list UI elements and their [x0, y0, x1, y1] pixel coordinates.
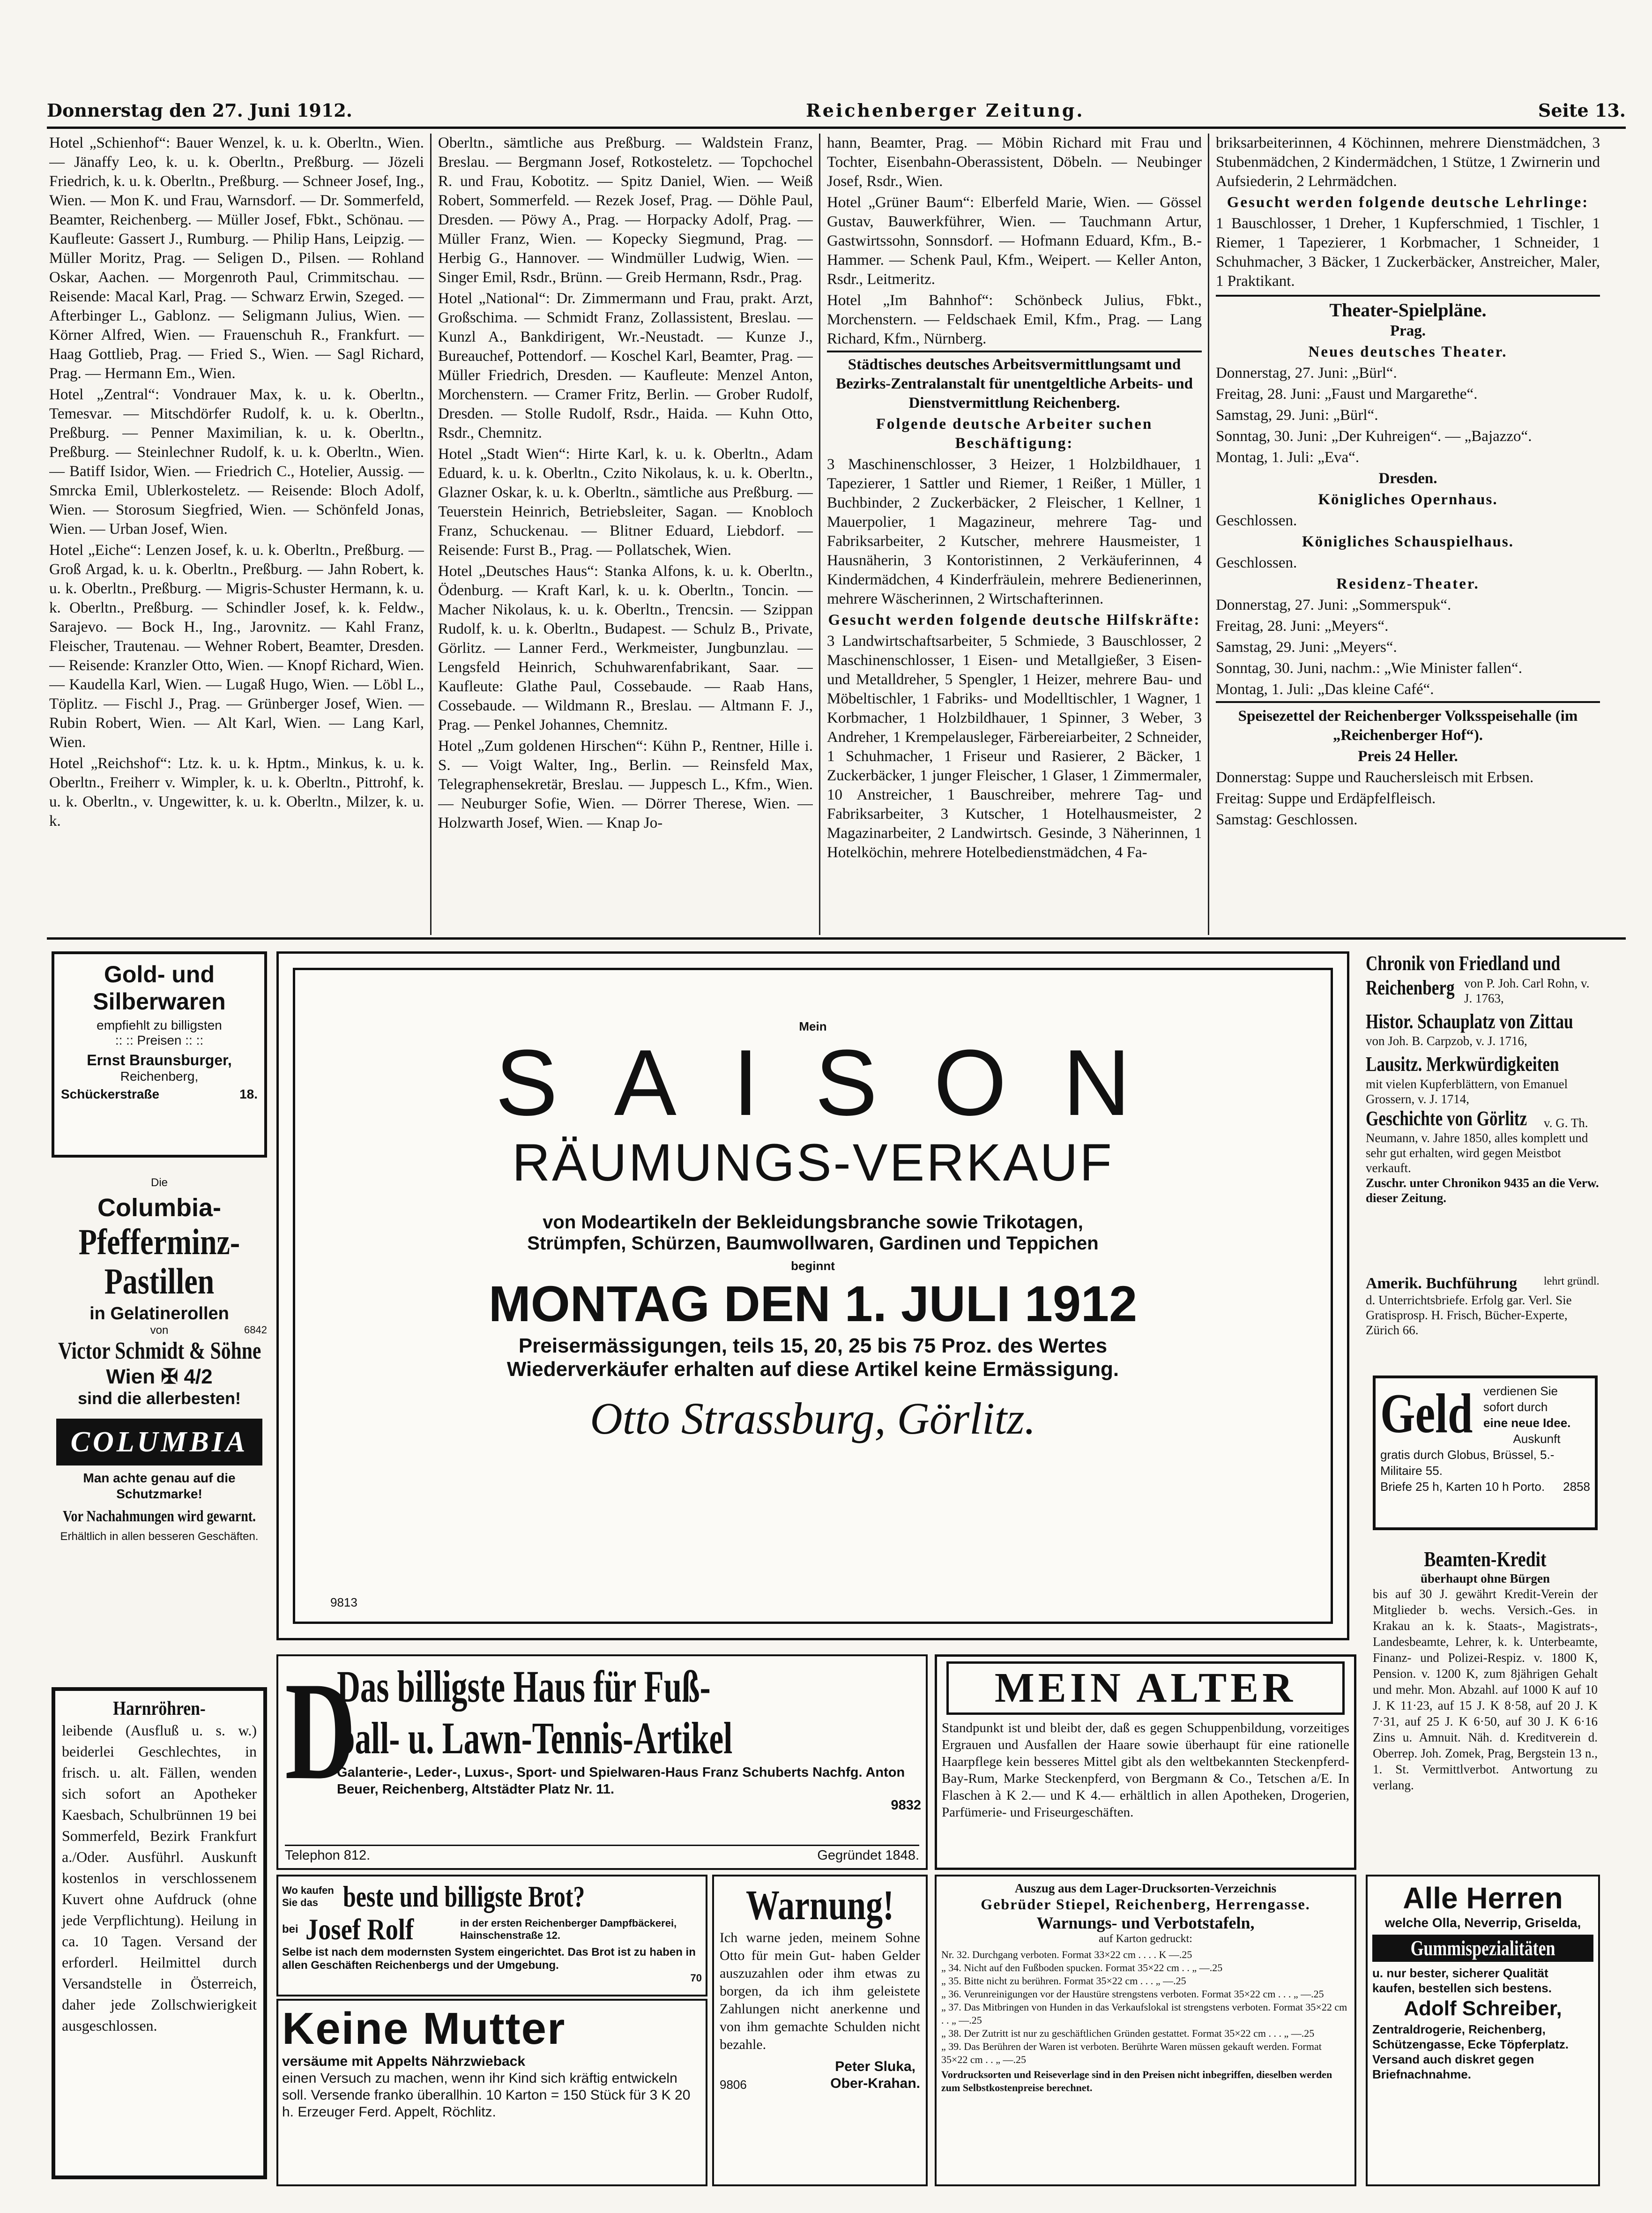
speise-entry: Freitag: Suppe und Erdäpfelfleisch. [1216, 790, 1436, 807]
ad-columbia-ort [52, 1365, 267, 1389]
ad-beamten-title: Beamten-Kredit [1424, 1547, 1547, 1571]
ad-chronik-title5: Geschichte von Görlitz [1366, 1107, 1527, 1130]
ad-stiepel-row: „ 36. Verunreinigungen vor der Haustüre strengstens verboten. Format 35×22 cm . . . „ —.25 [941, 1988, 1324, 2000]
ad-gold-text: :: :: Preisen :: :: [115, 1033, 204, 1047]
ad-amerik-row [1366, 1275, 1600, 1293]
theater-entry: Sonntag, 30. Juni: „Der Kuhreigen“. — „Bajazzo“. [1216, 428, 1532, 445]
ad-geld-text: Auskunft [1513, 1432, 1561, 1446]
hilfskraefte-list: 3 Landwirtschaftsarbeiter, 5 Schmiede, 3 Bauschlosser, 2 Maschinenschlosser, 1 Eisen- und Metallgießer, 3 Eisen- und Metalldreher, 5 Spengler, 1 Heizer, mehrere Bau- und Möbeltischler, 1 Fabriks- und Modelltischler, 1 Wagner, 1 Korbmacher, 1 Holzbildhauer, 1 Spinner, 3 Weber, 3 Andreher, 1 Krempelausleger, Färbereiarbeiter, 2 Schneider, 1 Schuhmacher, 1 Friseur und Rasierer, 2 Bäcker, 1 Zuckerbäcker, 1 junger Fleischer, 1 Glaser, 1 Zimmermaler, 10 Anstreicher, 1 Bauschreiber, mehrere Tag- und Fabriksarbeiter, 3 Kutscher, 1 Hotelhausmeister, 2 Magazinarbeiter, 2 Landwirtsch. Gesinde, 3 Näherinnen, 1 Hotelköchin, mehrere Hotelbedienstmädchen, 4 Fa- [827, 633, 1202, 861]
ad-amerik-buchfuehrung [1366, 1275, 1600, 1373]
hotel-goldener-hirsch: Hotel „Zum goldenen Hirschen“: Kühn P., Rentner, Hille i. S. — Voigt Walter, Ing., Berlin. — Reinsfeld Max, Telegraphensekretär, Breslau. — Juppesch L., Kfm., Wien. — Neuburger Sofie, Wien. — Dörrer Therese, Wien. — Holzwarth Josef, Wien. — Knap Jo- [438, 738, 813, 831]
ad-gold-silberwaren [52, 951, 267, 1158]
theater-entry: Donnerstag, 27. Juni: „Bürl“. [1216, 365, 1397, 381]
ad-fuss-initial: D [285, 1654, 356, 1809]
ad-saison-number: 9813 [330, 1595, 357, 1609]
ad-brot-name: Josef Rolf [305, 1913, 414, 1946]
ad-columbia-schutzmarke: Man achte genau auf die Schutzmarke! [83, 1471, 236, 1501]
hotel-national: Hotel „National“: Dr. Zimmermann und Frau, prakt. Arzt, Großschima. — Schmidt Franz, Zollassistent, Breslau. — Kunzl A., Bankdirigent, Wr.-Neustadt. — Kunze J., Bureauchef, Pottendorf. — Koschel Karl, Beamter, Prag. — Müller Friedrich, Dresden. — Kaufleute: Menzel Anton, Morchenstern. — Cramer Fritz, Berlin. — Grober Rudolf, Dresden. — Stolle Rudolf, Rsdr., Haida. — Kuhn Otto, Rsdr., Chemnitz. [438, 290, 813, 441]
ad-geld-right [1483, 1383, 1590, 1447]
ad-stiepel-heading: Auszug aus dem Lager-Drucksorten-Verzeichnis [1014, 1881, 1277, 1895]
theater-entry: Montag, 1. Juli: „Eva“. [1216, 449, 1360, 466]
speise-entry: Donnerstag: Suppe und Rauchersleisch mit Erbsen. [1216, 769, 1534, 786]
trademark-logo-text: COLUMBIA [70, 1426, 248, 1458]
theater-entry: Freitag, 28. Juni: „Meyers“. [1216, 618, 1389, 635]
ad-chronik-author: von P. Joh. Carl Rohn, v. J. 1763, [1464, 976, 1590, 1005]
ad-columbia-title: Columbia- [97, 1194, 221, 1222]
speisezettel-heading: Speisezettel der Reichenberger Volksspeisehalle (im „Reichenberger Hof“). [1216, 701, 1600, 745]
ad-harn-body: leibende (Ausfluß u. s. w.) beiderlei Geschlechtes, in frisch. u. alt. Fällen, wenden sich sofort an Apotheker Kaesbach, Schulbrünnen 19 bei Sommerfeld, Bezirk Frankfurt a./Oder. Ausführl. Auskunft kostenlos in verschlossenem Kuvert ohne Aufdruck (ohne jede Verpflichtung). Heilung in ca. 10 Tagen. Versand der erforderl. Heilmittel durch Versandstelle in Österreich, daher jede Zollschwierigkeit ausgeschlossen. [62, 1722, 257, 2034]
ad-chronik-row [1366, 976, 1600, 1006]
ad-saison-subheadline: RÄUMUNGS-VERKAUF [512, 1133, 1114, 1192]
ad-saison-beginnt: beginnt [791, 1259, 835, 1273]
list-continued: Oberltn., sämtliche aus Preßburg. — Waldstein Franz, Breslau. — Bergmann Josef, Rotkosteletz. — Topchochel R. und Frau, Kobotitz. — Spitz Daniel, Wien. — Weiß Robert, Sommerfeld. — Rezek Josef, Prag. — Döhle Paul, Dresden. — Pöwy A., Prag. — Horpacky Adolf, Prag. — Müller Franz, Wien. — Kopecky Siegmund, Prag. — Herbig G., Hannover. — Windmüller Ludwig, Wien. — Singer Emil, Rsdr., Brünn. — Greib Hermann, Rsdr., Prag. [438, 135, 813, 286]
ad-fuss-footer [285, 1845, 919, 1863]
ad-brot [276, 1875, 707, 1996]
ad-stiepel-row: „ 34. Nicht auf den Fußboden spucken. Format 35×22 cm . . „ —.25 [941, 1962, 1223, 1974]
ad-alter-body: Standpunkt ist und bleibt der, daß es gegen Schuppenbildung, vorzeitiges Ergrauen und Ausfallen der Haare sowie überhaupt für eine rationelle Haarpflege kein besseres Mittel gibt als den weltbekannten Steckenpferd-Bay-Rum, Marke Steckenpferd, von Bergmann & Co., Tetschen a/E. In Flaschen à K 2.— und K 4.— erhältlich in allen Apotheken, Drogerien, Parfümerie- und Friseurgeschäften. [942, 1720, 1349, 1820]
ad-keine-title: Keine Mutter [282, 2004, 566, 2054]
ad-herren-band-text: Gummispezialitäten [1410, 1936, 1555, 1960]
ad-brot-text: Wo kaufen Sie das [282, 1884, 334, 1908]
ad-gold-title: Gold- und [104, 961, 215, 987]
ad-warnung-ort: Ober-Krahan. [830, 2076, 920, 2091]
ad-columbia-wien: Wien [106, 1365, 156, 1388]
ad-chronik-author: von Joh. B. Carpzob, v. J. 1716, [1366, 1034, 1527, 1048]
header-masthead: Reichenberger Zeitung. [806, 99, 1085, 121]
ad-columbia [52, 1176, 267, 1668]
ad-chronik-title4: Lausitz. Merkwürdigkeiten [1366, 1053, 1559, 1076]
ad-stiepel-row: „ 39. Das Berühren der Waren ist verboten. Berührte Waren müssen gekauft werden. Format 35×22 cm . . „ —.25 [941, 2041, 1322, 2065]
hotel-schienhof: Hotel „Schienhof“: Bauer Wenzel, k. u. k. Oberltn., Wien. — Jänaffy Leo, k. u. k. Oberltn., Preßburg. — Jözeli Friedrich, k. u. k. Oberltn., Preßburg. — Schneer Josef, Ing., Wien. — Mon K. und Frau, Warnsdorf. — Dr. Sommerfeld, Beamter, Reichenberg. — Müller Josef, Fbkt., Schönau. — Kaufleute: Gassert J., Rumburg. — Philip Hans, Leipzig. — Müller Moritz, Prag. — Seligen D., Pilsen. — Rohland Oskar, Aachen. — Morgenroth Paul, Crimmitschau. — Reisende: Macal Karl, Prag. — Schwarz Erwin, Szeged. — Afterbinger L., Gablonz. — Seligmann Julius, Wien. — Körner Alfred, Wien. — Frauenschuh R., Frankfurt. — Haag Gottlieb, Prag. — Fried S., Wien. — Sagl Richard, Prag. — Hermann Em., Wien. [49, 135, 424, 382]
ad-chronik [1366, 951, 1600, 1275]
section-rule [47, 937, 1626, 940]
ad-keine-mutter [276, 1999, 707, 2186]
list-continued: hann, Beamter, Prag. — Möbin Richard mit Frau und Tochter, Eisenbahn-Oberassistent, Döbeln. — Neubinger Josef, Rsdr., Wien. [827, 135, 1202, 190]
column-1 [49, 134, 424, 930]
theater-dresden: Dresden. [1378, 470, 1437, 487]
ad-fuss-title: Das billigste Haus für Fuß- [337, 1661, 711, 1712]
ad-columbia-pastillen: Pastillen [104, 1261, 215, 1301]
ad-harn-title: Harnröhren- [113, 1698, 206, 1720]
theater-entry: Freitag, 28. Juni: „Faust und Margarethe“. [1216, 386, 1478, 403]
ad-geld-text: verdienen Sie sofort durch [1483, 1384, 1558, 1414]
ad-brot-row [282, 1880, 702, 1913]
theater-residenz: Residenz-Theater. [1336, 576, 1480, 592]
ad-herren-band [1372, 1935, 1593, 1962]
page-header [47, 94, 1626, 129]
ad-stiepel-note: Vordrucksorten und Reiseverlage sind in den Preisen nicht inbegriffen, dieselben werden zum Selbstkostenpreise berechnet. [941, 2069, 1332, 2093]
ad-columbia-firma: Victor Schmidt & Söhne [58, 1338, 261, 1364]
hotel-gruener-baum: Hotel „Grüner Baum“: Elberfeld Marie, Wien. — Gössel Gustav, Bauwerkführer, Wien. — Tauchmann Artur, Gastwirtssohn, Sonnsdorf. — Hofmann Eduard, Kfm., B.-Hammer. — Schenk Paul, Kfm., Weipert. — Keller Anton, Rsdr., Leitmeritz. [827, 194, 1202, 288]
ad-brot-text: Selbe ist nach dem modernsten System eingerichtet. Das Brot ist zu haben in allen Geschäften Reichenbergs und der Umgebung. [282, 1946, 696, 1972]
ad-alle-herren [1366, 1875, 1600, 2186]
ad-mein-alter [935, 1654, 1356, 1870]
ad-alter-title: MEIN ALTER [994, 1665, 1297, 1711]
column-rule [430, 134, 432, 935]
ad-stiepel-firm: Gebrüder Stiepel, Reichenberg, Herrengasse. [981, 1896, 1310, 1913]
ad-columbia-von [52, 1324, 267, 1337]
ad-saison-raeumungsverkauf [276, 951, 1349, 1640]
theater-neues: Neues deutsches Theater. [1308, 344, 1508, 360]
column-4 [1216, 134, 1600, 930]
ad-gold-city: Reichenberg, [120, 1069, 199, 1084]
ad-herren-versand: Versand auch diskret gegen Briefnachnahme. [1372, 2052, 1534, 2081]
ad-beamten-body: bis auf 30 J. gewährt Kredit-Verein der Mitglieder b. wechs. Versich.-Ges. in Krakau an k. k. Staats-, Magistrats-, Landesbeamte, Lehrer, k. k. Unterbeamte, Finanz- und Polizei-Respiz. v. 1800 K, Pension. v. 1200 K, zum 8jährigen Gehalt und mehr. Mon. Abzahl. auf 1000 K auf 10 J. K 11·23, auf 15 J. K 8·58, auf 20 J. K 7·31, auf 25 J. K 6·50, auf 30 J. K 6·16 Zins u. Amnuit. Näh. d. Kreditverein d. Oberrep. Joh. Zomek, Prag, Bergstein 13 n., 1. St. Vermittlverbot. Antwortung zu verlang. [1373, 1587, 1598, 1792]
ad-geld-porto [1380, 1479, 1590, 1495]
ad-herren-text: welche Olla, Neverrip, Griselda, [1384, 1915, 1581, 1930]
ad-saison-mein: Mein [799, 1019, 827, 1033]
ad-brot-text: bei [282, 1923, 298, 1936]
ad-geld-number: 2858 [1563, 1480, 1590, 1494]
ad-keine-body: einen Versuch zu machen, wenn ihr Kind sich kräftig entwickeln soll. Versende franko überallhin. 10 Karton = 150 Stück für 3 K 20 h. Erzeuger Ferd. Appelt, Röchlitz. [282, 2071, 691, 2120]
ad-stiepel-sub: auf Karton gedruckt: [1099, 1933, 1192, 1945]
ad-geld-text: Briefe 25 h, Karten 10 h Porto. [1380, 1480, 1545, 1494]
ad-fuss-title2: ball- u. Lawn-Tennis-Artikel [337, 1713, 733, 1763]
ad-geld-row [1380, 1383, 1590, 1447]
hotel-reichshof: Hotel „Reichshof“: Ltz. k. u. k. Hptm., Minkus, k. u. k. Oberltn., Freiherr v. Wimpler, k. u. k. Oberltn., Pittrohf, k. u. k. Oberltn., v. Ungewitter, k. u. k. Oberltn., Milzer, k. u. k. [49, 755, 424, 830]
hotel-zentral: Hotel „Zentral“: Vondrauer Max, k. u. k. Oberltn., Temesvar. — Mitschdörfer Rudolf, k. u. k. Oberltn., Preßburg. — Penner Maximilian, k. u. k. Oberltn., Preßburg. — Steinlechner Rudolf, k. u. k. Oberltn., Wien. — Batiff Isidor, Wien. — Friedrich C., Hotelier, Aussig. — Smrcka Emil, Ublerkosteletz. — Reisende: Bloch Adolf, Wien. — Storosum Siegfried, Wien. — Schönfeld Jonas, Wien. — Urban Josef, Wien. [49, 386, 424, 538]
ad-stiepel-row: „ 37. Das Mitbringen von Hunden in das Verkaufslokal ist strengstens verboten. Format 35×22 cm . . „ —.25 [941, 2001, 1347, 2026]
ad-columbia-rollen: in Gelatinerollen [89, 1304, 229, 1323]
ad-gold-text: empfiehlt zu billigsten [97, 1018, 222, 1032]
ad-stiepel-title: Warnungs- und Verbotstafeln, [1036, 1914, 1255, 1932]
ad-brot-number: 70 [690, 1972, 702, 1984]
ad-columbia-erhaeltlich: Erhältlich in allen besseren Geschäften. [60, 1530, 259, 1543]
theater-entry: Sonntag, 30. Juni, nachm.: „Wie Minister fallen“. [1216, 660, 1522, 677]
ad-fussball-tennis [276, 1654, 928, 1870]
ad-chronik-text: Neumann, v. Jahre 1850, alles komplett und sehr gut erhalten, wird gegen Meistbot verkauft. [1366, 1131, 1588, 1175]
theater-entry: Donnerstag, 27. Juni: „Sommerspuk“. [1216, 597, 1451, 613]
trademark-logo [56, 1419, 262, 1465]
ad-fuss-telephone: Telephon 812. [285, 1848, 371, 1863]
theater-entry: Geschlossen. [1216, 512, 1297, 529]
ad-stiepel-row: „ 38. Der Zutritt ist nur zu geschäftlichen Gründen gestattet. Format 35×22 cm . . . „ —.25 [941, 2027, 1315, 2039]
ad-saison-text: Strümpfen, Schürzen, Baumwollwaren, Gardinen und Teppichen [527, 1233, 1099, 1254]
theater-entry: Montag, 1. Juli: „Das kleine Café“. [1216, 681, 1434, 698]
ad-gold-name: Ernst Braunsburger, [87, 1052, 232, 1069]
ad-fuss-number: 9832 [891, 1798, 921, 1813]
ad-keine-sub: versäume mit Appelts Nährzwieback [282, 2054, 526, 2069]
column-3 [827, 134, 1202, 930]
ad-saison-headline: SAISON [495, 1031, 1187, 1135]
ad-amerik-lehrt: lehrt gründl. [1544, 1275, 1600, 1287]
speise-entry: Samstag: Geschlossen. [1216, 811, 1358, 828]
ad-fuss-text: Galanterie-, Leder-, Luxus-, Sport- und Spielwaren-Haus Franz Schuberts Nachfg. Anton Beuer, Reichenberg, Altstädter Platz Nr. 11. [337, 1765, 905, 1797]
ad-stiepel-row: „ 35. Bitte nicht zu berühren. Format 35×22 cm . . . „ —.25 [941, 1975, 1186, 1987]
ad-columbia-number: 6842 [244, 1324, 267, 1336]
ad-columbia-von-text: von [150, 1324, 169, 1337]
header-page-number: Seite 13. [1538, 99, 1626, 121]
ad-brot-headline: beste und billigste Brot? [343, 1880, 585, 1913]
ad-herren-name: Adolf Schreiber, [1404, 1997, 1562, 2020]
hotel-stadt-wien: Hotel „Stadt Wien“: Hirte Karl, k. u. k. Oberltn., Adam Eduard, k. u. k. Oberltn., Czito Nikolaus, k. u. k. Oberltn., Glazner Oskar, k. u. k. Oberltn., sämtliche aus Preßburg. — Teuerstein Heinrich, Betriebsleiter, Sagan. — Knobloch Franz, Schuckenau. — Blitner Eduard, Liebdorf. — Reisende: Furst B., Prag. — Pollatschek, Wien. [438, 446, 813, 559]
lehrlinge-heading: Gesucht werden folgende deutsche Lehrlinge: [1227, 194, 1589, 211]
ad-gold-street: Schückerstraße [61, 1087, 160, 1101]
ad-warnung-number: 9806 [720, 2078, 747, 2092]
ad-chronik-row [1366, 1106, 1600, 1130]
hotel-eiche: Hotel „Eiche“: Lenzen Josef, k. u. k. Oberltn., Preßburg. — Groß Argad, k. u. k. Oberltn., Preßburg. — Jahn Robert, k. u. k. Oberltn., Preßburg. — Migris-Schuster Hermann, k. u. k. Oberltn., Preßburg. — Schindler Josef, k. k. Feldw., Sarajevo. — Bock H., Ing., Jarovnitz. — Kahl Franz, Fleischer, Trautenau. — Wehner Robert, Beamter, Dresden. — Reisende: Kranzler Otto, Wien. — Knopf Richard, Wien. — Kaudella Karl, Wien. — Lugaß Hugo, Wien. — Löbl L., Töplitz. — Fischl J., Prag. — Grünberger Josef, Wien. — Rubin Robert, Wien. — Alt Karl, Wien. — Lang Karl, Wien. [49, 542, 424, 751]
ad-herren-text: u. nur bester, sicherer Qualität kaufen, bestellen sich bestens. [1372, 1966, 1552, 1995]
header-date: Donnerstag den 27. Juni 1912. [47, 99, 352, 121]
speisezettel-preis: Preis 24 Heller. [1358, 748, 1458, 765]
ad-saison-firma: Otto Strassburg, Görlitz. [590, 1393, 1036, 1443]
ad-chronik-title3: Histor. Schauplatz von Zittau [1366, 1010, 1573, 1033]
ad-herren-title: Alle Herren [1403, 1881, 1563, 1915]
ad-geld-text: gratis durch Globus, Brüssel, 5.-Militaire 55. [1380, 1448, 1555, 1478]
theater-heading: Theater-Spielpläne. [1216, 295, 1600, 320]
lehrlinge-list: 1 Bauschlosser, 1 Dreher, 1 Kupferschmied, 1 Tischler, 1 Riemer, 1 Tapezierer, 1 Korbmacher, 1 Schneider, 1 Schuhmacher, 3 Bäcker, 1 Zuckerbäcker, Anstreicher, Maler, 1 Praktikant. [1216, 215, 1600, 290]
ad-stiepel-row: Nr. 32. Durchgang verboten. Format 33×22 cm . . . . K —.25 [941, 1949, 1192, 1960]
hotel-im-bahnhof: Hotel „Im Bahnhof“: Schönbeck Julius, Fbkt., Morchenstern. — Feldschaek Emil, Kfm., Prag. — Lang Richard, Kfm., Nürnberg. [827, 292, 1202, 347]
ad-saison-text: von Modeartikeln der Bekleidungsbranche sowie Trikotagen, [543, 1212, 1083, 1233]
ad-gold-number: 18. [239, 1087, 258, 1101]
ad-columbia-die: Die [150, 1176, 168, 1189]
ad-geld [1373, 1376, 1598, 1530]
ad-warnung-signature [830, 2058, 920, 2092]
ad-warnung-body: Ich warne jeden, meinem Sohne Otto für mein Gut- haben Gelder auszuzahlen oder ihm etwas zu borgen, da ich ihm geleistete Zahlungen nicht anerkenne und von ihm gemachte Schulden nicht bezahle. [720, 1930, 920, 2052]
ad-herren-address: Zentraldrogerie, Reichenberg, Schützengasse, Ecke Töpferplatz. [1372, 2022, 1569, 2051]
theater-oper: Königliches Opernhaus. [1318, 491, 1498, 508]
ad-columbia-warnung: Vor Nachahmungen wird gewarnt. [62, 1508, 256, 1525]
arbeitsamt-heading: Städtisches deutsches Arbeitsvermittlungsamt und Bezirks-Zentralanstalt für unentgeltliche Arbeits- und Dienstvermittlung Reichenberg. [827, 351, 1202, 413]
ad-warnung-name: Peter Sluka, [835, 2059, 916, 2074]
ad-warnung-footer [720, 2058, 920, 2092]
ad-chronik-author: v. G. Th. [1544, 1116, 1588, 1130]
arbeiter-suchen-heading: Folgende deutsche Arbeiter suchen Beschäftigung: [876, 416, 1153, 452]
column-2 [438, 134, 813, 930]
hilfskraefte-continued: briksarbeiterinnen, 4 Köchinnen, mehrere Dienstmädchen, 3 Stubenmädchen, 2 Kindermädchen, 1 Stütze, 1 Zwirnerin und Aufsiederin, 2 Lehrmädchen. [1216, 135, 1600, 190]
column-rule [1208, 134, 1209, 935]
ad-saison-date: MONTAG DEN 1. JULI 1912 [488, 1275, 1138, 1332]
ad-gold-title2: Silberwaren [93, 988, 226, 1015]
eagle-icon: ✠ [161, 1365, 179, 1388]
ad-alter-title-frame [946, 1661, 1345, 1715]
ad-warnung [712, 1875, 928, 2186]
ad-geld-text: eine neue Idee. [1483, 1416, 1571, 1430]
ad-brot-text: in der ersten Reichenberger Dampfbäckerei, Hainschenstraße 12. [460, 1917, 677, 1941]
ad-columbia-pfefferminz: Pfefferminz- [78, 1221, 240, 1262]
theater-prag: Prag. [1390, 322, 1426, 339]
ad-fuss-founded: Gegründet 1848. [817, 1848, 919, 1863]
ad-amerik-title: Amerik. Buchführung [1366, 1275, 1518, 1292]
ad-beamten-kredit [1373, 1547, 1598, 1875]
theater-entry: Samstag, 29. Juni: „Bürl“. [1216, 407, 1378, 424]
ad-brot-row [282, 1913, 702, 1946]
ad-columbia-slogan: sind die allerbesten! [77, 1389, 241, 1408]
ad-beamten-sub: überhaupt ohne Bürgen [1420, 1571, 1550, 1585]
theater-entry: Samstag, 29. Juni: „Meyers“. [1216, 639, 1397, 656]
ad-warnung-title: Warnung! [745, 1882, 894, 1929]
ad-chronik-title2: Reichenberg [1366, 976, 1455, 999]
hilfskraefte-heading: Gesucht werden folgende deutsche Hilfskräfte: [828, 612, 1201, 628]
ad-chronik-author: mit vielen Kupferblättern, von Emanuel Grossern, v. J. 1714, [1366, 1077, 1568, 1106]
ad-saison-preis: Preisermässigungen, teils 15, 20, 25 bis 75 Proz. des Wertes [518, 1334, 1108, 1357]
hotel-deutsches-haus: Hotel „Deutsches Haus“: Stanka Alfons, k. u. k. Oberltn., Ödenburg. — Kraft Karl, k. u. k. Oberltn., Toncin. — Macher Nikolaus, k. u. k. Oberltn., Trencsin. — Szippan Rudolf, k. u. k. Oberltn., Budapest. — Schulz B., Private, Görlitz. — Lanner Ferd., Werkmeister, Jungbunzlau. — Lengsfeld Heinrich, Schuhwarenfabrikant, Saar. — Kaufleute: Glathe Paul, Cossebaude. — Raab Hans, Cossebaude. — Wildmann R., Breslau. — Altmann F. J., Prag. — Penkel Johannes, Chemnitz. [438, 563, 813, 733]
ad-harnroehren [52, 1687, 267, 2179]
arbeiter-suchen-list: 3 Maschinenschlosser, 3 Heizer, 1 Holzbildhauer, 1 Tapezierer, 1 Sattler und Riemer, 1 Reißer, 1 Müller, 1 Buchbinder, 2 Zuckerbäcker, 2 Fleischer, 1 Kellner, 1 Mauerpolier, 1 Magazineur, mehrere Tag- und Fabriksarbeiter, 2 Kutscher, mehrere Hausmeister, 1 Hausnäherin, 3 Kontoristinnen, 2 Verkäuferinnen, 4 Kindermädchen, 4 Kinderfräulein, mehrere Bedienerinnen, mehrere Wäscherinnen, 2 Wirtschafterinnen. [827, 456, 1202, 607]
ad-saison-preis2: Wiederverkäufer erhalten auf diese Artikel keine Ermässigung. [506, 1358, 1119, 1381]
theater-entry: Geschlossen. [1216, 554, 1297, 571]
ad-geld-headline: Geld [1380, 1382, 1473, 1444]
ad-amerik-text: d. Unterrichtsbriefe. Erfolg gar. Verl. Sie Gratisprosp. H. Frisch, Bücher-Experte, Zürich 66. [1366, 1293, 1572, 1337]
ad-chronik-title: Chronik von Friedland und [1366, 952, 1561, 975]
ad-columbia-number2: 4/2 [184, 1365, 213, 1388]
ad-stiepel [935, 1875, 1356, 2186]
column-rule [819, 134, 820, 935]
ad-chronik-contact: Zuschr. unter Chronikon 9435 an die Verw. dieser Zeitung. [1366, 1176, 1599, 1205]
ad-gold-address [61, 1087, 258, 1102]
theater-schauspiel: Königliches Schauspielhaus. [1302, 533, 1514, 550]
